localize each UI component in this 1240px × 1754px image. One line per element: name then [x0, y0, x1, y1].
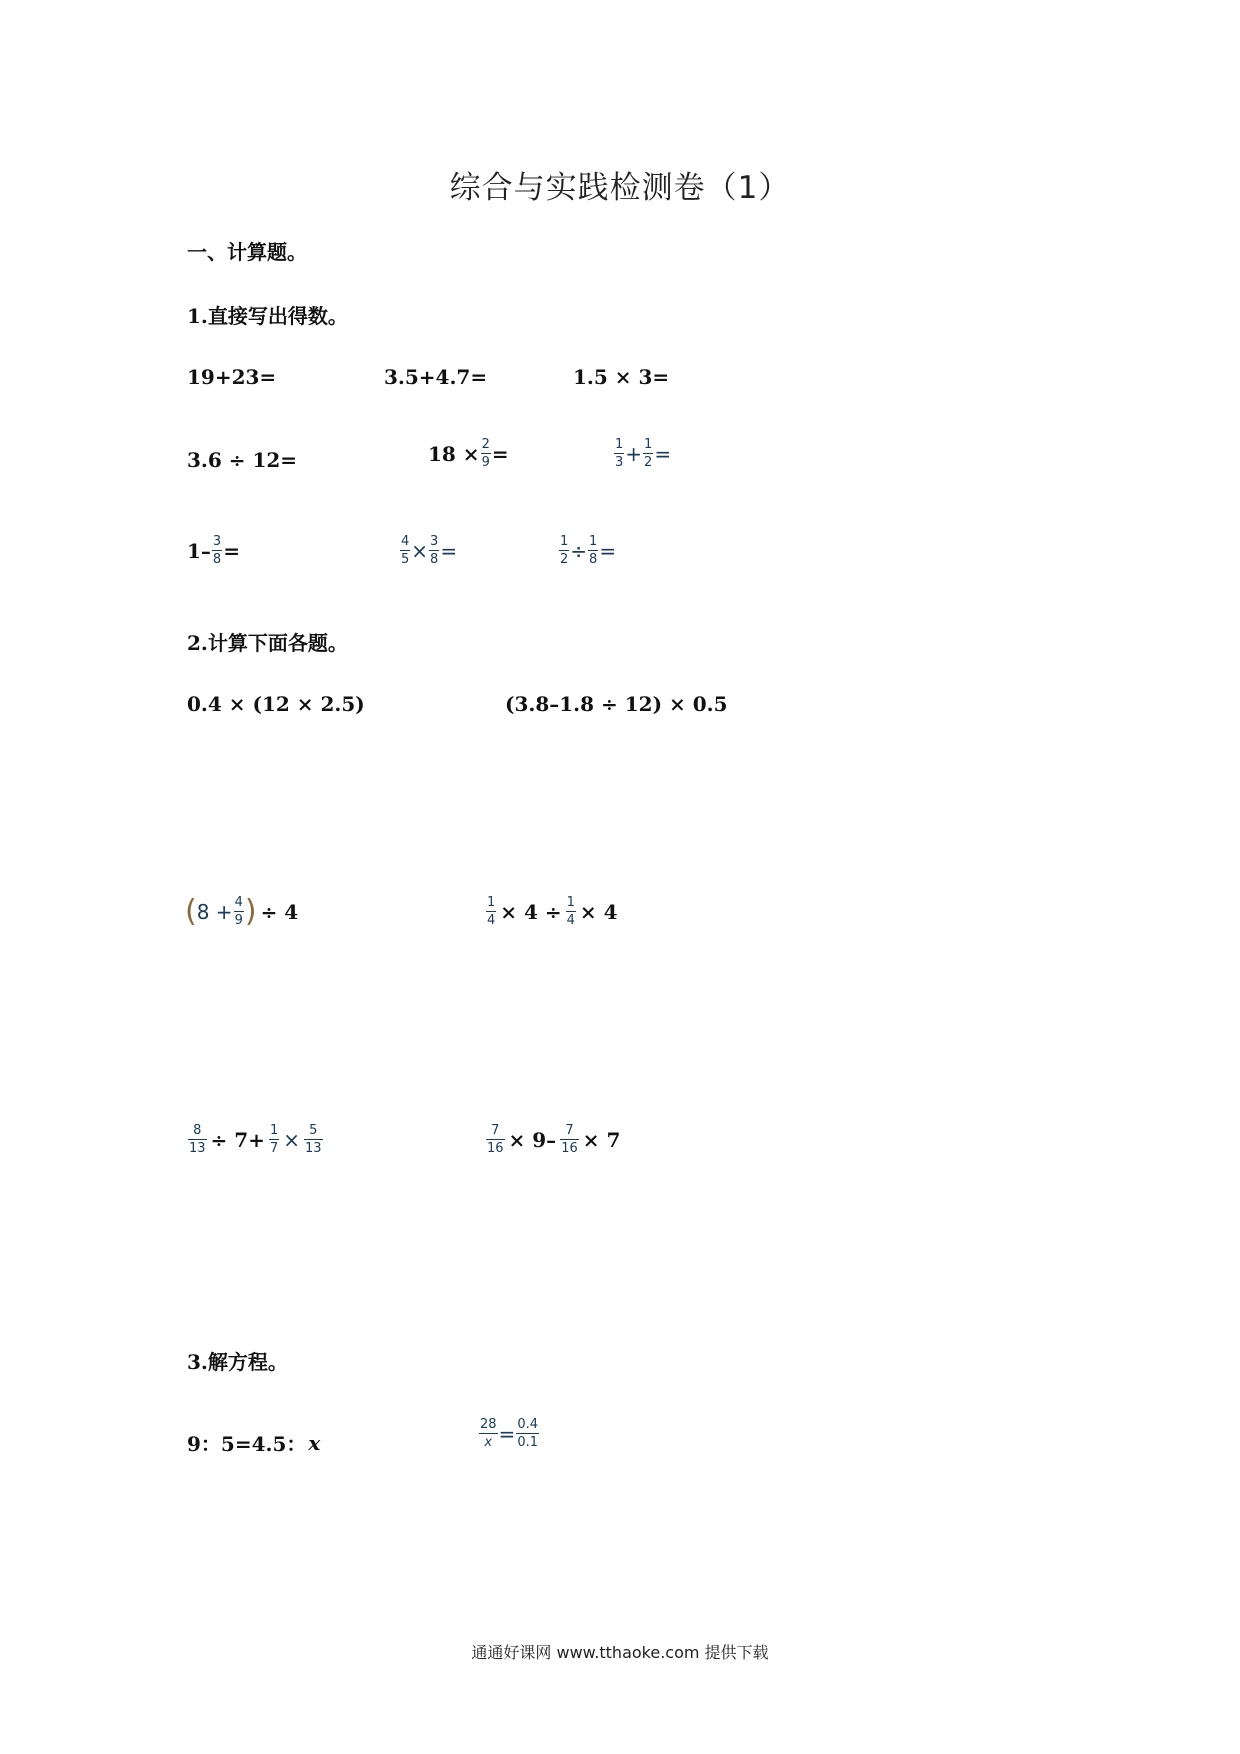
expr-tail: =	[599, 538, 617, 563]
q3-equation-2	[478, 1418, 540, 1449]
expr-tail: =	[440, 538, 458, 563]
expr-tail: × 7	[582, 1127, 621, 1152]
fraction: $\frac{2}{9}$	[481, 437, 490, 470]
equation-lead: 9：5=4.5：	[187, 1432, 307, 1456]
expr-tail: =	[491, 441, 509, 466]
expr-part: × 9–	[508, 1127, 557, 1152]
q1-expr-8	[399, 535, 457, 566]
fraction: $\frac{8}{13}$	[189, 1123, 206, 1156]
section-heading-calculation: 一、计算题。	[187, 240, 307, 264]
fraction: $\frac{0.4}{0.1}$	[517, 1417, 538, 1450]
expr-lead: 1–	[187, 538, 211, 563]
fraction: $\frac{1}{2}$	[560, 534, 569, 567]
q3-equation-1	[187, 1428, 320, 1457]
open-paren: (	[185, 893, 197, 929]
fraction: $\frac{1}{3}$	[615, 437, 624, 470]
q2-expr-4	[485, 896, 618, 927]
q1-expr-1: 19+23=	[187, 365, 277, 389]
fraction: $\frac{1}{4}$	[487, 895, 496, 928]
fraction: $\frac{3}{8}$	[212, 534, 222, 567]
equals-sign: =	[498, 1421, 516, 1446]
q2-expr-5	[187, 1124, 324, 1155]
q1-expr-5	[428, 438, 509, 469]
fraction: $\frac{1}{2}$	[644, 437, 653, 470]
variable-x: x	[308, 1430, 321, 1455]
fraction: $\frac{7}{16}$	[487, 1123, 504, 1156]
q2-expr-1: 0.4 × (12 × 2.5)	[187, 692, 365, 716]
q1-expr-4: 3.6 ÷ 12=	[187, 448, 298, 472]
operator: ÷	[570, 538, 588, 563]
fraction: $\frac{1}{4}$	[566, 895, 575, 928]
fraction: $\frac{1}{7}$	[269, 1123, 279, 1156]
fraction: $\frac{7}{16}$	[561, 1123, 578, 1156]
q1-expr-7	[187, 535, 240, 566]
q1-expr-3: 1.5 × 3=	[573, 365, 670, 389]
q1-expr-6	[613, 438, 671, 469]
expr-lead: 18 ×	[428, 441, 480, 466]
fraction: $\frac{3}{8}$	[430, 534, 439, 567]
close-paren: )	[244, 893, 257, 929]
q2-expr-6	[485, 1124, 620, 1155]
q1-expr-9	[558, 535, 616, 566]
question-1-heading: 1.直接写出得数。	[187, 304, 348, 328]
expr-tail: ÷ 4	[260, 899, 299, 924]
expr-part: 8 +	[196, 899, 233, 924]
footer-source-note: 通通好课网 www.tthaoke.com 提供下载	[471, 1643, 769, 1662]
operator: ×	[283, 1127, 300, 1152]
fraction: $\frac{4}{9}$	[234, 895, 243, 928]
question-3-heading: 3.解方程。	[187, 1350, 288, 1374]
expr-tail: =	[654, 441, 672, 466]
q2-expr-3	[185, 893, 299, 929]
question-2-heading: 2.计算下面各题。	[187, 631, 348, 655]
operator: +	[625, 441, 643, 466]
expr-tail: =	[223, 538, 240, 563]
fraction: $\frac{5}{13}$	[305, 1123, 322, 1156]
fraction: $\frac{1}{8}$	[589, 534, 598, 567]
fraction: $\frac{4}{5}$	[401, 534, 410, 567]
fraction: $\frac{28}{x}$	[480, 1417, 497, 1450]
page-title: 综合与实践检测卷（1）	[449, 170, 791, 206]
expr-tail: × 4	[579, 899, 618, 924]
q2-expr-2: (3.8–1.8 ÷ 12) × 0.5	[505, 692, 728, 716]
expr-part: ÷ 7+	[210, 1127, 265, 1152]
q1-expr-2: 3.5+4.7=	[384, 365, 488, 389]
expr-part: × 4 ÷	[500, 899, 562, 924]
operator: ×	[411, 538, 429, 563]
